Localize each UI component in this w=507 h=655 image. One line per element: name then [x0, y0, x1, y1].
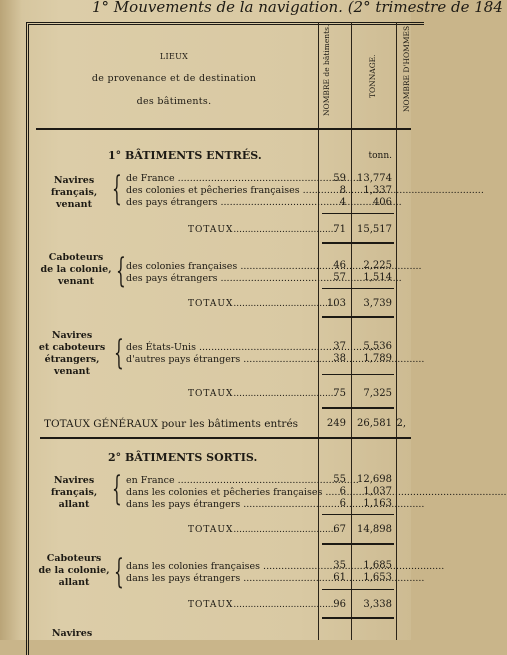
total-rule — [322, 543, 394, 545]
row-count: 37 — [333, 341, 346, 352]
row-tonnage: 1,037 — [363, 486, 392, 497]
row-count: 8 — [339, 185, 346, 196]
total-tonnage: 3,338 — [363, 599, 392, 610]
total-rule — [322, 316, 394, 318]
total-tonnage: 3,739 — [363, 298, 392, 309]
group-label-line: Navires — [51, 330, 93, 341]
brace: { — [113, 333, 124, 373]
brace: { — [113, 552, 124, 592]
column-divider — [396, 22, 397, 640]
column-divider — [351, 22, 352, 640]
page-title: 1° Mouvements de la navigation. (2° trimestre de 184 — [92, 0, 503, 16]
grand-total-count: 249 — [326, 418, 346, 429]
row-label: en France ..... — [126, 475, 316, 486]
subtotal-rule — [322, 213, 394, 214]
group-label — [30, 553, 118, 589]
row-label: dans les pays étrangers ..... — [126, 573, 316, 584]
row-label: de France ..... — [126, 173, 316, 184]
subtotal-rule — [322, 514, 394, 515]
row-count: 57 — [333, 272, 346, 283]
row-tonnage: 1,514 — [363, 272, 392, 283]
group-label-line: allant — [58, 577, 90, 588]
row-label: des colonies et pêcheries françaises ..... — [126, 185, 316, 196]
total-count: 103 — [326, 298, 346, 309]
total-count: 96 — [333, 599, 346, 610]
row-label: des colonies françaises ..... — [126, 261, 316, 272]
brace: { — [111, 469, 122, 509]
total-tonnage: 14,898 — [357, 524, 392, 535]
row-label: d'autres pays étrangers ..... — [126, 354, 316, 365]
group-label-line: Navires — [53, 175, 95, 186]
group-label-line: et caboteurs — [38, 342, 106, 353]
unit-label: tonn. — [368, 151, 392, 161]
row-tonnage: 1,789 — [363, 353, 392, 364]
total-tonnage: 15,517 — [357, 224, 392, 235]
group-label-line: de la colonie, — [40, 264, 112, 275]
row-tonnage: 2,225 — [363, 260, 392, 271]
total-rule — [322, 407, 394, 409]
group-label — [30, 475, 118, 511]
brace: { — [111, 169, 122, 209]
total-label: TOTAUX ..... — [188, 389, 316, 399]
row-tonnage: 1,653 — [363, 572, 392, 583]
group-label-line: Caboteurs — [46, 553, 102, 564]
row-label: dans les colonies et pêcheries françaises ..... — [126, 487, 316, 498]
total-count: 67 — [333, 524, 346, 535]
row-label: dans les colonies françaises ..... — [126, 561, 316, 572]
column-header-count: NOMBRE de bâtiments. — [322, 24, 331, 116]
total-label: TOTAUX ..... — [188, 525, 316, 535]
header-line-3: des bâtiments. — [136, 96, 212, 107]
row-count: 55 — [333, 474, 346, 485]
total-label: TOTAUX ..... — [188, 225, 316, 235]
group-label-line: Caboteurs — [48, 252, 104, 263]
column-divider — [318, 22, 319, 640]
total-label: TOTAUX ..... — [188, 299, 316, 309]
row-tonnage: 13,774 — [357, 173, 392, 184]
total-rule — [322, 617, 394, 619]
group-label-line: Navires — [53, 475, 95, 486]
header-line-2: de provenance et de destination — [91, 73, 257, 84]
subtotal-rule — [322, 374, 394, 375]
total-rule — [322, 242, 394, 244]
group-label — [32, 252, 120, 288]
row-tonnage: 12,698 — [357, 474, 392, 485]
group-label-line: étrangers, — [44, 354, 100, 365]
grand-total-extra: 2, — [396, 418, 406, 429]
row-tonnage: 5,536 — [363, 341, 392, 352]
section-title-entered: 1° BÂTIMENTS ENTRÉS. — [108, 149, 262, 162]
column-header-crew: NOMBRE D'HOMMES — [402, 25, 411, 112]
row-count: 35 — [333, 560, 346, 571]
group-label — [28, 628, 116, 640]
row-count: 46 — [333, 260, 346, 271]
total-tonnage: 7,325 — [363, 388, 392, 399]
total-count: 75 — [333, 388, 346, 399]
row-count: 38 — [333, 353, 346, 364]
group-label-line: venant — [54, 366, 90, 377]
header-line-1: LIEUX — [159, 52, 189, 61]
row-tonnage: 406 — [372, 197, 392, 208]
row-label: dans les pays étrangers ..... — [126, 499, 316, 510]
group-label-line: venant — [56, 199, 92, 210]
section-title-departed: 2° BÂTIMENTS SORTIS. — [108, 451, 258, 464]
row-tonnage: 1,337 — [363, 185, 392, 196]
group-label-line: français, — [50, 187, 98, 198]
grand-total-tonnage: 26,581 — [357, 418, 392, 429]
group-label-line: venant — [58, 276, 94, 287]
total-count: 71 — [333, 224, 346, 235]
brace: { — [115, 251, 126, 291]
row-count: 61 — [333, 572, 346, 583]
total-label: TOTAUX ..... — [188, 600, 316, 610]
row-count: 59 — [333, 173, 346, 184]
group-label-line: de la colonie, — [38, 565, 110, 576]
header-rule — [36, 128, 411, 130]
row-tonnage: 1,685 — [363, 560, 392, 571]
row-label: des pays étrangers ..... — [126, 197, 316, 208]
row-count: 6 — [339, 486, 346, 497]
subtotal-rule — [322, 589, 394, 590]
group-label-line: Navires — [51, 628, 93, 639]
grand-total-label: TOTAUX GÉNÉRAUX pour les bâtiments entrés — [44, 418, 299, 430]
group-label-line: allant — [58, 499, 90, 510]
group-label-line: français, — [50, 487, 98, 498]
column-header-tonnage: TONNAGE. — [368, 54, 377, 98]
row-count: 4 — [339, 197, 346, 208]
row-count: 6 — [339, 498, 346, 509]
subtotal-rule — [322, 288, 394, 289]
group-label — [30, 175, 118, 211]
group-label — [28, 330, 116, 378]
grand-total-rule — [40, 437, 411, 439]
row-label: des États-Unis ..... — [126, 342, 316, 353]
row-label: des pays étrangers ..... — [126, 273, 316, 284]
row-tonnage: 1,163 — [363, 498, 392, 509]
